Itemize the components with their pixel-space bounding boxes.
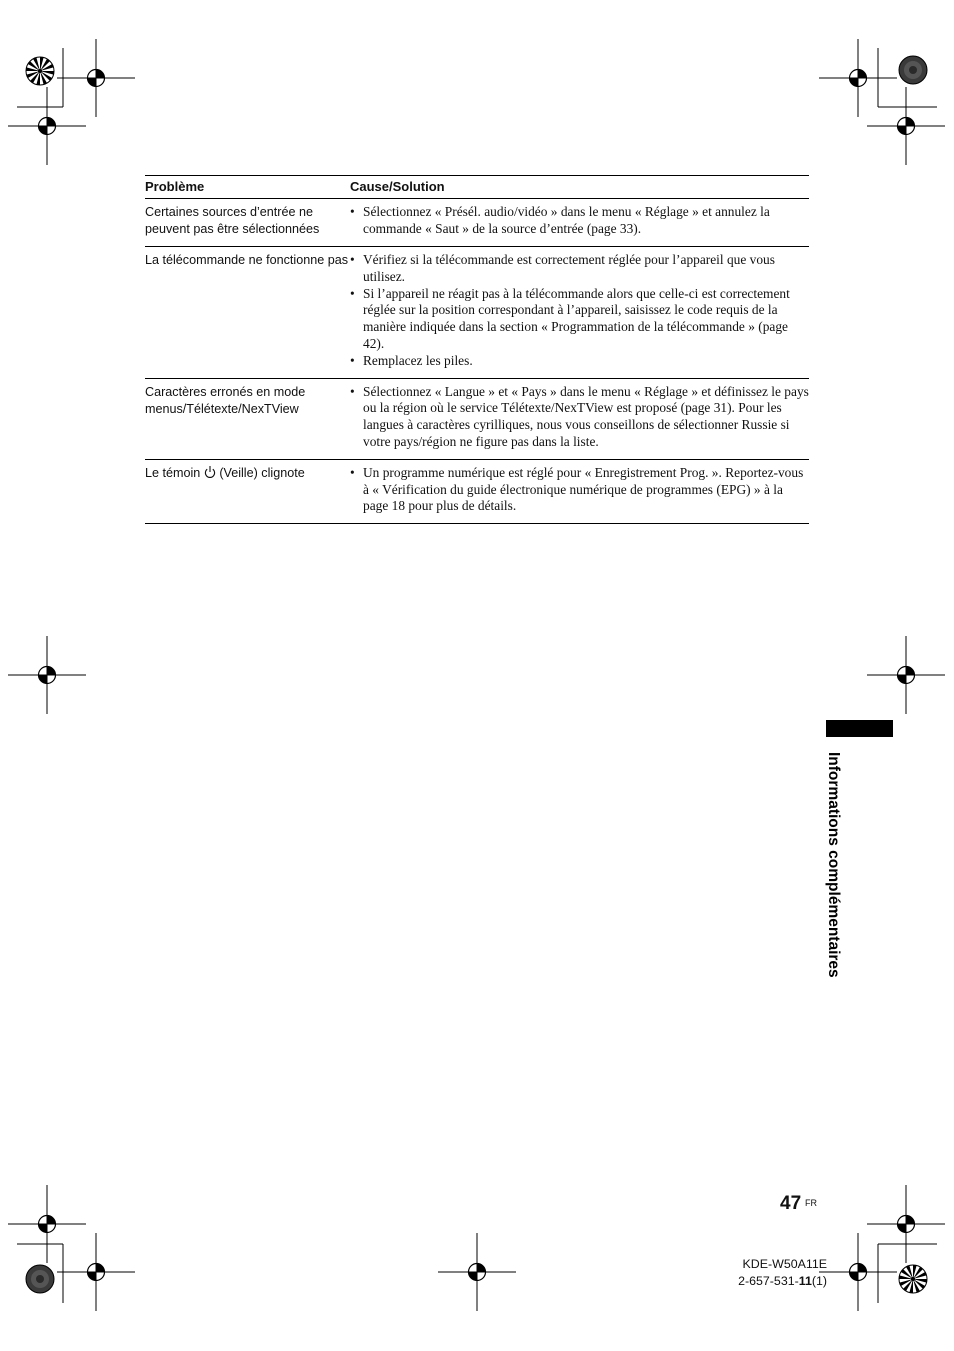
troubleshooting-table (145, 175, 809, 524)
table-row (145, 378, 809, 459)
crosshair-mark (867, 636, 945, 714)
code-bold: 11 (798, 1274, 812, 1288)
table-header-row (145, 176, 809, 199)
table-row (145, 247, 809, 379)
problem-prefix: Le témoin (145, 465, 201, 480)
page-number: 47 (780, 1193, 802, 1214)
code-prefix: 2-657-531- (738, 1274, 799, 1288)
solution-list (350, 252, 809, 370)
solution-list (350, 204, 809, 238)
problem-cell: Caractères erronés en mode menus/Télétexte/NexTView (145, 384, 306, 416)
solution-cell (350, 199, 809, 247)
problem-cell: Certaines sources d’entrée ne peuvent pas être sélectionnées (145, 205, 320, 236)
solution-list (350, 465, 809, 515)
crosshair-mark (8, 636, 86, 714)
corner-mark-top-left (17, 48, 63, 107)
crosshair-mark (8, 87, 86, 165)
section-tab-bar (826, 720, 893, 737)
solution-item: • Remplacez les piles. (350, 353, 809, 370)
power-standby-icon (204, 465, 216, 479)
solution-item: • Sélectionnez « Langue » et « Pays » dans le menu « Réglage » et définissez le pays ou la région où le service Télétexte/NexTView est proposé (page 31). Pour les langues à caractères cyrilliques, nous vous conseillons de sélectionner Russie si votre pays/région ne figure pas dans la liste. (350, 384, 809, 451)
header-solution: Cause/Solution (350, 179, 445, 194)
crosshair-mark (867, 1185, 945, 1263)
code-suffix: (1) (811, 1274, 827, 1288)
crosshair-mark (819, 1233, 897, 1311)
model-number: KDE-W50A11E (742, 1257, 827, 1271)
solution-item: • Vérifiez si la télécommande est correctement réglée pour l’appareil que vous utilisez. (350, 252, 809, 286)
problem-suffix: (Veille) clignote (219, 465, 305, 480)
problem-cell (145, 459, 350, 523)
crosshair-mark (438, 1233, 516, 1311)
document-code (738, 1274, 827, 1288)
header-problem: Problème (145, 179, 205, 194)
section-tab-label: Informations complémentaires (825, 752, 842, 978)
solution-item: • Sélectionnez « Présél. audio/vidéo » dans le menu « Réglage » et annulez la commande « Saut » de la source d’entrée (page 33). (350, 204, 809, 238)
corner-mark-bottom-right (878, 1244, 937, 1303)
crosshair-mark (819, 39, 897, 117)
solution-item: • Un programme numérique est réglé pour « Enregistrement Prog. ». Reportez-vous à « Vérification du guide électronique numérique de programmes (EPG) » à la page 18 pour plus de détails. (350, 465, 809, 515)
solution-cell (350, 247, 809, 379)
table-row (145, 459, 809, 523)
table-row (145, 199, 809, 247)
corner-mark-bottom-left (17, 1244, 63, 1303)
solution-cell (350, 378, 809, 459)
page-language: FR (805, 1198, 817, 1208)
solution-item: • Si l’appareil ne réagit pas à la télécommande alors que celle-ci est correctement réglée sur la position correspondant à l’appareil, saisissez le code requis de la manière indiquée dans la section « Programmation de la télécommande » (page 42). (350, 286, 809, 353)
crosshair-mark (8, 1185, 86, 1263)
crosshair-mark (867, 87, 945, 165)
solution-list (350, 384, 809, 451)
crosshair-mark (57, 1233, 135, 1311)
solution-cell (350, 459, 809, 523)
crosshair-mark (57, 39, 135, 117)
problem-cell: La télécommande ne fonctionne pas (145, 253, 349, 267)
